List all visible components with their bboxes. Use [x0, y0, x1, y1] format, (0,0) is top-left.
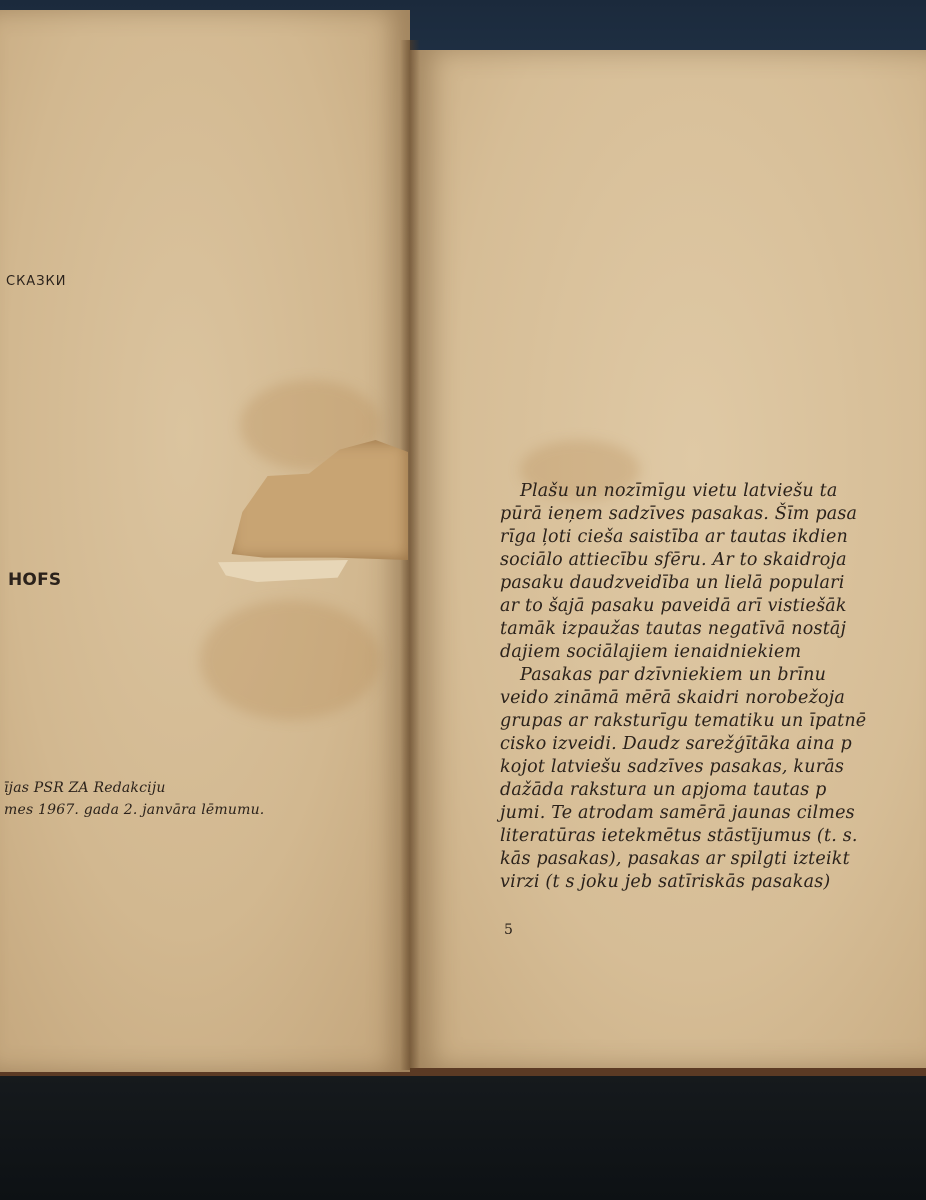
body-text-line: kojot latviešu sadzīves pasakas, kurās: [500, 757, 845, 777]
body-text-line: dajiem sociālajiem ienaidniekiem: [500, 642, 802, 662]
body-text-line: grupas ar raksturīgu tematiku un īpatnē: [500, 711, 867, 731]
table-surface: [0, 1060, 926, 1200]
body-text-line: pasaku daudzveidība un lielā populari: [500, 573, 845, 593]
body-text-line: sociālo attiecību sfēru. Ar to skaidroja: [500, 550, 847, 570]
body-text-line: veido zināmā mērā skaidri norobežoja: [500, 688, 845, 708]
age-stain: [200, 600, 380, 720]
body-text-line: rīga ļoti cieša saistība ar tautas ikdien: [500, 527, 848, 547]
body-text-line: pūrā ieņem sadzīves pasakas. Šīm pasa: [500, 504, 858, 524]
body-text-line: Pasakas par dzīvniekiem un brīnu: [520, 665, 827, 685]
left-footer-line: mes 1967. gada 2. janvāra lēmumu.: [4, 802, 265, 818]
body-text-line: cisko izveidi. Daudz sarežģītāka aina p: [500, 734, 852, 754]
body-text-line: literatūras ietekmētus stāstījumus (t. s.: [500, 826, 858, 846]
body-text-line: jumi. Te atrodam samērā jaunas cilmes: [500, 803, 855, 823]
body-text-line: ar to šajā pasaku paveidā arī vistiešāk: [500, 596, 847, 616]
left-footer-line: ījas PSR ZA Redakciju: [4, 780, 166, 796]
body-text-line: virzi (t s joku jeb satīriskās pasakas): [500, 872, 831, 892]
body-text-line: tamāk izpaužas tautas negatīvā nostāj: [500, 619, 847, 639]
left-author-fragment: HOFS: [8, 570, 62, 590]
page-number: 5: [504, 922, 514, 938]
left-title-fragment: СКАЗКИ: [6, 274, 67, 289]
body-text-line: dažāda rakstura un apjoma tautas p: [500, 780, 827, 800]
body-text-line: Plašu un nozīmīgu vietu latviešu ta: [520, 481, 838, 501]
body-text-line: kās pasakas), pasakas ar spilgti izteikt: [500, 849, 850, 869]
